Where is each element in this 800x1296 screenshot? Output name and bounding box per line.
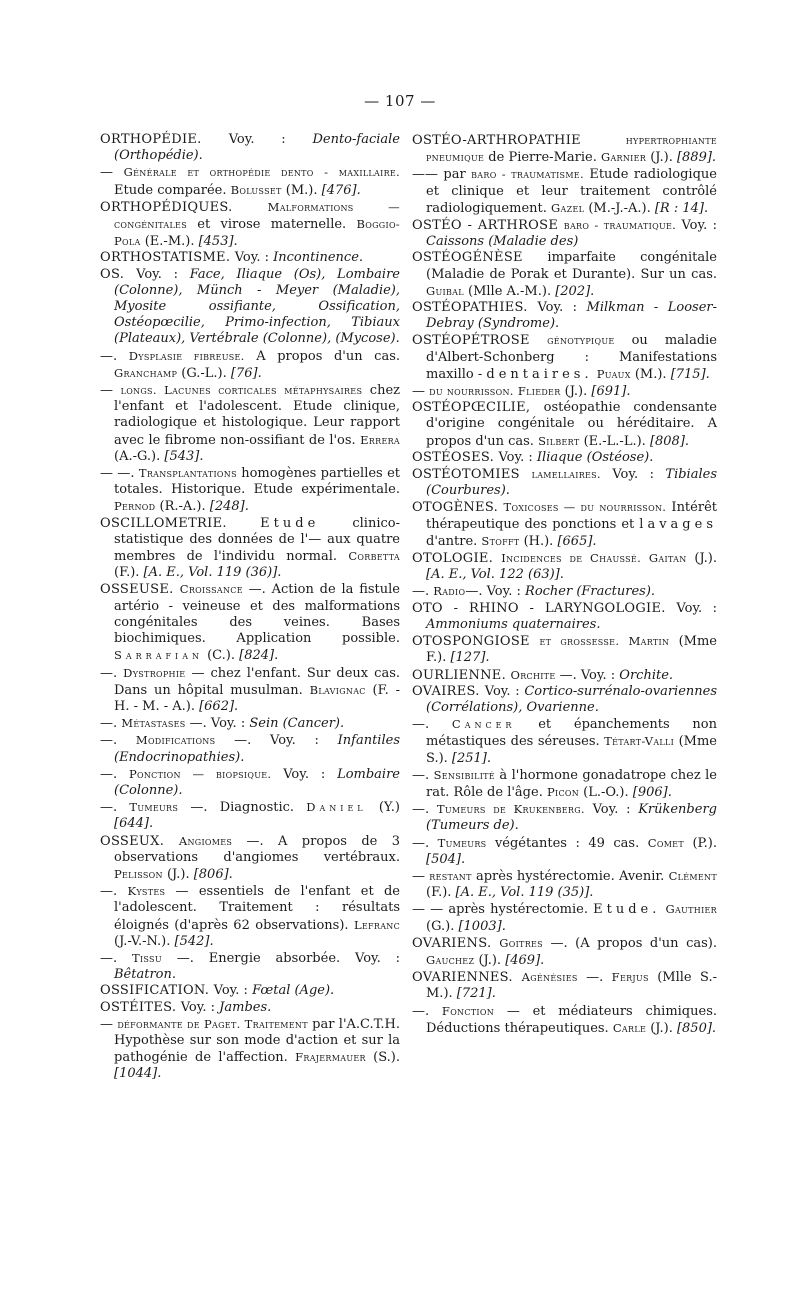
entry-text: Cortico-surrénalo-ovariennes (Corrélations), Ovarienne. bbox=[426, 683, 717, 715]
entry-text: Etude bbox=[260, 515, 320, 531]
entry-text: —. bbox=[100, 348, 129, 364]
entry-text: (F.). bbox=[114, 565, 144, 581]
entry-text: (J.-V.-N.). bbox=[114, 933, 175, 949]
entry-text: [1044]. bbox=[114, 1066, 162, 1082]
entry-text: (F.). bbox=[426, 885, 456, 901]
entry-text: Incidences de Chaussé. bbox=[501, 551, 642, 566]
entry-text: Stofft bbox=[481, 533, 520, 548]
index-entry bbox=[412, 550, 718, 583]
index-entry bbox=[412, 166, 717, 217]
entry-text: (J.). bbox=[686, 551, 718, 567]
entry-text: A propos d'un cas. bbox=[244, 348, 401, 364]
entry-text: —. (A propos d'un cas). bbox=[542, 935, 718, 951]
index-entry bbox=[412, 583, 717, 600]
entry-text: Flieder bbox=[517, 384, 561, 399]
index-entry bbox=[412, 449, 717, 466]
entry-text: Voy. : bbox=[537, 300, 587, 316]
entry-text: OTO - RHINO - LARYNGOLOGIE. bbox=[412, 600, 677, 616]
entry-text: Guibal bbox=[426, 283, 464, 298]
entry-text: [665]. bbox=[557, 533, 597, 549]
entry-text: Tumeurs bbox=[437, 835, 487, 850]
entry-text: — essentiels de l'enfant et de l'adolescent. Traitement : résultats éloignés (d'après 62 observations). bbox=[114, 884, 400, 933]
entry-text: — bbox=[100, 165, 124, 181]
entry-text: OSTÉOPŒCILIE, bbox=[412, 400, 544, 416]
entry-text: Face, Iliaque (Os), Lombaire (Colonne), Münch - Meyer (Maladie), Myosite ossifiante, Ossification, Ostéopœcilie, Primo-infection, Tibiaux (Plateaux), Vertébrale (Colonne), (Mycose). bbox=[114, 266, 400, 347]
left-column bbox=[100, 132, 400, 1083]
entry-text: et épanchements non métastiques des séreuses. bbox=[426, 717, 717, 750]
entry-text: OVAIRES. bbox=[412, 683, 485, 699]
entry-text: Tissu bbox=[131, 950, 162, 965]
entry-text: Cancer bbox=[451, 717, 516, 732]
entry-text: [76]. bbox=[230, 365, 262, 381]
entry-text: et virose maternelle. bbox=[186, 217, 357, 233]
entry-text: OSTÉITES. bbox=[100, 999, 181, 1015]
entry-text: Pernod bbox=[114, 499, 156, 514]
entry-text: Lombaire (Colonne). bbox=[114, 766, 400, 798]
entry-text: Métastases bbox=[121, 716, 186, 731]
entry-text: (A.-G.). bbox=[114, 448, 165, 464]
entry-text: Infantiles (Endocrinopathies). bbox=[114, 733, 400, 765]
entry-text: (Mlle A.-M.). bbox=[463, 283, 556, 299]
entry-text: (E.-L.-L.). bbox=[579, 433, 650, 449]
entry-text: Sensibilité bbox=[433, 767, 495, 782]
entry-text: [542]. bbox=[174, 933, 214, 949]
entry-text: Bêtatron. bbox=[114, 967, 176, 983]
entry-text: Jambes. bbox=[219, 999, 272, 1015]
index-entry bbox=[100, 999, 400, 1016]
entry-text: Dysplasie fibreuse. bbox=[128, 348, 245, 363]
entry-text: Etude. bbox=[593, 902, 661, 918]
entry-text: [453]. bbox=[198, 234, 238, 250]
entry-text: Tumeurs de Krukenberg. bbox=[436, 802, 585, 817]
index-entry bbox=[100, 199, 400, 251]
entry-text: de Pierre-Marie. bbox=[484, 150, 601, 166]
index-entry bbox=[412, 835, 717, 868]
entry-text: Fœtal (Age). bbox=[252, 983, 335, 999]
entry-text: Voy. : bbox=[180, 999, 220, 1015]
index-entry bbox=[100, 164, 400, 198]
index-entry bbox=[100, 983, 400, 999]
entry-text: Gaitan bbox=[648, 551, 687, 566]
index-entry bbox=[100, 348, 401, 382]
entry-text: Dento-faciale (Orthopédie). bbox=[114, 132, 400, 164]
entry-text: OSTÉO - ARTHROSE bbox=[412, 218, 564, 234]
entry-text: restant bbox=[429, 868, 472, 883]
entry-text: baro - traumatique. bbox=[563, 218, 677, 233]
entry-text bbox=[619, 634, 628, 649]
entry-text: (Mme F.). bbox=[426, 634, 718, 666]
page-number: — 107 — bbox=[364, 92, 436, 110]
index-entry bbox=[412, 499, 717, 550]
entry-text: Ponction — biopsique. bbox=[128, 766, 272, 781]
entry-text: Générale et orthopédie dento - maxillaire. bbox=[123, 165, 400, 180]
entry-text: Picon bbox=[546, 784, 580, 799]
entry-text: — — après hystérectomie. bbox=[412, 902, 594, 918]
entry-text: Rocher (Fractures). bbox=[525, 584, 656, 600]
entry-text: (J.). bbox=[474, 952, 506, 968]
entry-text: lavages bbox=[639, 516, 717, 532]
index-entry bbox=[412, 667, 717, 684]
entry-text: — bbox=[412, 868, 430, 884]
index-entry bbox=[100, 132, 400, 164]
entry-text: OVARIENS. bbox=[412, 935, 500, 951]
entry-text: Voy. : bbox=[676, 218, 717, 234]
entry-text: —. bbox=[100, 950, 132, 966]
entry-text: Iliaque (Ostéose). bbox=[536, 449, 654, 465]
entry-text: [889]. bbox=[676, 150, 717, 166]
entry-text: Ammoniums quaternaires. bbox=[426, 616, 601, 632]
entry-text: [251]. bbox=[451, 750, 492, 766]
entry-text: (P.). bbox=[683, 835, 717, 851]
entry-text: homogènes partielles et totales. Historique. Etude expérimentale. bbox=[114, 466, 400, 498]
entry-text: ORTHOPÉDIE. bbox=[100, 132, 229, 147]
entry-text: [543]. bbox=[164, 448, 204, 464]
entry-text: —. bbox=[100, 800, 130, 816]
entry-text: —. Voy. : bbox=[185, 716, 250, 732]
entry-text: ORTHOSTATISME. bbox=[100, 250, 235, 266]
entry-text: (Mlle S.-M.). bbox=[426, 970, 717, 1002]
entry-text: Gauthier bbox=[665, 902, 717, 917]
entry-text: longs. Lacunes corticales métaphysaires bbox=[120, 383, 363, 398]
entry-text: Malformations — congénitales bbox=[114, 199, 400, 232]
entry-text: [202]. bbox=[555, 283, 595, 299]
entry-text: Errera bbox=[360, 432, 400, 447]
entry-text: après hystérectomie. Avenir. bbox=[471, 868, 669, 884]
entry-text: Voy. : bbox=[584, 802, 639, 818]
entry-text: [A. E., Vol. 122 (63)]. bbox=[426, 567, 564, 583]
entry-text: —. Diagnostic. bbox=[178, 800, 307, 816]
entry-text: — —. bbox=[100, 466, 139, 482]
entry-text: —. bbox=[100, 716, 122, 732]
entry-text: Krükenberg (Tumeurs de). bbox=[426, 802, 717, 834]
entry-text: Silbert bbox=[538, 433, 580, 448]
entry-text: Angiomes bbox=[178, 833, 233, 848]
index-entry bbox=[412, 466, 717, 499]
entry-text: Toxicoses — du nourrisson. bbox=[503, 500, 667, 515]
entry-text: Caissons (Maladie des) bbox=[426, 234, 579, 250]
entry-text: —. bbox=[412, 835, 438, 851]
entry-text: imparfaite congénitale (Maladie de Porak et Durante). Sur un cas. bbox=[426, 250, 717, 282]
index-entry bbox=[100, 715, 400, 732]
entry-text: hypertrophiante pneumique bbox=[426, 133, 717, 165]
entry-text: du nourrisson. bbox=[429, 384, 514, 399]
entry-text: [715]. bbox=[670, 366, 710, 382]
entry-text: — bbox=[100, 383, 121, 399]
entry-text: (G.-L.). bbox=[177, 365, 231, 381]
entry-text: —. Action de la fistule artério - veineuse et des malformations congénitales des veines. Bases biochimiques. Application possible. bbox=[114, 582, 400, 647]
entry-text: Blavignac bbox=[309, 682, 366, 697]
entry-text: Voy. : bbox=[676, 600, 717, 616]
entry-text: (J.). bbox=[646, 1020, 677, 1036]
index-entry bbox=[412, 868, 717, 901]
entry-text: Granchamp bbox=[114, 365, 178, 380]
entry-text: (J.). bbox=[162, 866, 194, 882]
entry-text: OSSEUX. bbox=[100, 833, 179, 849]
entry-text: par l'A.C.T.H. Hypothèse sur son mode d'action et sur la pathogénie de l'affection. bbox=[114, 1016, 401, 1066]
entry-text: [662]. bbox=[199, 698, 239, 714]
entry-text: ORTHOPÉDIQUES. bbox=[100, 199, 268, 215]
entry-text: [691]. bbox=[591, 384, 631, 400]
index-entry bbox=[100, 766, 400, 799]
index-entry bbox=[412, 132, 717, 166]
entry-text: (C.). bbox=[202, 648, 240, 664]
entry-text: [721]. bbox=[456, 986, 496, 1002]
entry-text: OSSEUSE. bbox=[100, 582, 180, 598]
entry-text: Etude radiologique et clinique et leur traitement contrôlé radiologiquement. bbox=[426, 167, 717, 216]
index-entry bbox=[100, 581, 400, 664]
index-entry bbox=[412, 400, 717, 450]
right-column bbox=[412, 132, 717, 1037]
entry-text: Modifications bbox=[135, 733, 216, 748]
entry-text: — bbox=[100, 1016, 118, 1032]
entry-text: (L.-O.). bbox=[579, 784, 633, 800]
entry-text: Tétart-Valli bbox=[604, 734, 675, 749]
entry-text: [644]. bbox=[114, 816, 154, 832]
entry-text: (M.). bbox=[281, 182, 322, 198]
entry-text: Sein (Cancer). bbox=[249, 716, 345, 732]
entry-text: —— par bbox=[412, 167, 472, 183]
entry-text: (J.). bbox=[646, 150, 677, 166]
entry-text: [906]. bbox=[632, 784, 672, 800]
index-entry bbox=[100, 465, 400, 516]
entry-text: OSTÉO-ARTHROPATHIE bbox=[412, 133, 626, 148]
index-entry bbox=[412, 801, 717, 834]
index-entry bbox=[412, 901, 717, 934]
entry-text: Orchite bbox=[510, 667, 556, 682]
entry-text: OSTÉOPÉTROSE bbox=[412, 333, 548, 349]
entry-text: —. Voy. : bbox=[465, 584, 526, 600]
entry-text: (R.-A.). bbox=[155, 499, 210, 515]
entry-text: —. bbox=[412, 584, 434, 600]
entry-text: Garnier bbox=[600, 150, 647, 165]
entry-text: Voy. : bbox=[136, 266, 190, 282]
entry-text: (E.-M.). bbox=[140, 234, 199, 250]
entry-text: Gazel bbox=[551, 200, 585, 215]
entry-text: (J.). bbox=[560, 384, 592, 400]
entry-text: (M.-J.-A.). bbox=[584, 200, 655, 216]
entry-text: Croissance bbox=[179, 582, 243, 597]
entry-text: [850]. bbox=[676, 1020, 717, 1036]
entry-text: Incontinence. bbox=[273, 250, 364, 266]
entry-text: Tibiales (Courbures). bbox=[426, 467, 717, 499]
entry-text: [127]. bbox=[450, 650, 490, 666]
entry-text: Etude comparée. bbox=[114, 182, 231, 198]
entry-text: OSTÉOTOMIES bbox=[412, 467, 532, 483]
entry-text: OS. bbox=[100, 266, 137, 282]
index-entry bbox=[412, 332, 717, 383]
index-entry bbox=[100, 515, 400, 582]
entry-text: Agénésies bbox=[521, 970, 578, 985]
entry-text: Voy. : bbox=[600, 467, 666, 483]
entry-text: Sarrafian bbox=[114, 648, 203, 663]
index-entry bbox=[412, 600, 717, 633]
entry-text: [808]. bbox=[649, 433, 690, 449]
entry-text: Clément bbox=[668, 868, 717, 883]
entry-text: Radio bbox=[433, 584, 466, 599]
entry-text: OSTÉOSES. bbox=[412, 449, 499, 465]
index-entry bbox=[100, 732, 400, 765]
entry-text: (M.). bbox=[630, 366, 671, 382]
entry-text: — et médiateurs chimiques. Déductions thérapeutiques. bbox=[426, 1003, 717, 1036]
entry-text: OURLIENNE. bbox=[412, 667, 511, 683]
entry-text: Voy. : bbox=[228, 132, 313, 147]
entry-text: — bbox=[412, 384, 430, 400]
entry-text: Frajermauer bbox=[295, 1050, 366, 1065]
index-entry bbox=[412, 767, 718, 801]
entry-text: (F. - H. - M. - A.). bbox=[114, 682, 400, 714]
entry-text: clinico-statistique des données de l'— aux quatre membres de l'individu normal. bbox=[114, 515, 400, 565]
entry-text: et grossesse. bbox=[539, 634, 620, 649]
entry-text: [824]. bbox=[239, 648, 279, 664]
index-entry bbox=[412, 300, 718, 332]
entry-text: Puaux bbox=[596, 366, 631, 381]
entry-text: [1003]. bbox=[458, 918, 506, 934]
index-entry bbox=[412, 969, 717, 1002]
index-entry bbox=[412, 935, 718, 969]
entry-text: Transplantations bbox=[138, 466, 237, 481]
entry-text: [A. E., Vol. 119 (36)]. bbox=[143, 565, 282, 581]
index-entry bbox=[412, 1003, 717, 1037]
entry-text: Pelisson bbox=[114, 866, 163, 881]
entry-text: Dystrophie bbox=[123, 665, 186, 680]
entry-text: Kystes bbox=[127, 884, 166, 899]
entry-text: OSSIFICATION. bbox=[100, 983, 214, 999]
entry-text: ou maladie d'Albert-Schonberg : Manifestations maxillo - bbox=[426, 333, 717, 382]
entry-text: Comet bbox=[647, 835, 684, 850]
index-entry bbox=[100, 833, 400, 884]
entry-text: Milkman - Looser-Debray (Syndrome). bbox=[426, 300, 718, 332]
entry-text: végétantes : 49 cas. bbox=[486, 835, 648, 851]
entry-text: Bolusset bbox=[230, 182, 282, 197]
entry-text: Orchite. bbox=[619, 667, 674, 683]
entry-text: Carle bbox=[612, 1020, 647, 1035]
index-entry bbox=[100, 266, 400, 348]
entry-text: Goitres bbox=[499, 935, 543, 950]
entry-text: —. bbox=[412, 1003, 442, 1019]
entry-text: [469]. bbox=[505, 952, 545, 968]
index-entry bbox=[100, 883, 400, 950]
entry-text: Voy. : bbox=[484, 683, 525, 699]
entry-text: OSTÉOPATHIES. bbox=[412, 300, 538, 316]
entry-text: [248]. bbox=[209, 499, 249, 515]
entry-text: —. bbox=[100, 766, 129, 782]
entry-text: lamellaires. bbox=[531, 467, 601, 482]
index-entry bbox=[100, 950, 400, 983]
entry-text: OSTÉOGÉNÈSE bbox=[412, 250, 548, 266]
entry-text: [R : 14]. bbox=[654, 200, 709, 216]
entry-text: Boggio-Pola bbox=[114, 217, 400, 249]
entry-text: (Y.) bbox=[366, 800, 400, 816]
entry-text: —. bbox=[412, 802, 437, 818]
entry-text: OTOSPONGIOSE bbox=[412, 634, 540, 650]
entry-text bbox=[641, 551, 649, 566]
entry-text: déformante de Paget. Traitement bbox=[117, 1016, 308, 1031]
index-entry bbox=[100, 665, 400, 716]
entry-text: Ferjus bbox=[611, 970, 649, 985]
entry-text: — chez l'enfant. Sur deux cas. Dans un hôpital musulman. bbox=[114, 665, 400, 698]
entry-text: (S.). bbox=[365, 1050, 400, 1066]
entry-text: à l'hormone gonadatrope chez le rat. Rôle de l'âge. bbox=[426, 767, 718, 800]
index-entry bbox=[412, 217, 717, 250]
entry-text: génotypique bbox=[547, 333, 615, 348]
entry-text: —. bbox=[100, 665, 124, 681]
entry-text: [A. E., Vol. 119 (35)]. bbox=[455, 885, 594, 901]
entry-text: [806]. bbox=[193, 866, 233, 882]
entry-text: [504]. bbox=[426, 851, 466, 867]
entry-text: Martin bbox=[628, 634, 670, 649]
entry-text: baro - traumatisme. bbox=[471, 167, 584, 182]
entry-text: —. bbox=[577, 970, 612, 986]
index-entry bbox=[412, 683, 717, 716]
entry-text: (H.). bbox=[519, 533, 558, 549]
index-entry bbox=[100, 1016, 401, 1083]
entry-text: Tumeurs bbox=[129, 800, 179, 815]
index-entry bbox=[412, 633, 718, 666]
index-entry bbox=[412, 383, 717, 400]
entry-text: dentaires. bbox=[486, 366, 593, 382]
index-entry bbox=[100, 382, 400, 465]
index-entry bbox=[412, 716, 717, 767]
entry-text: (Mme S.). bbox=[426, 734, 717, 766]
index-entry bbox=[412, 250, 717, 300]
entry-text: Lefranc bbox=[353, 917, 400, 932]
entry-text: Voy. : bbox=[234, 250, 274, 266]
entry-text: Gauchez bbox=[426, 952, 475, 967]
entry-text: [476]. bbox=[321, 182, 361, 198]
entry-text: Voy. : bbox=[213, 983, 253, 999]
entry-text: —. bbox=[412, 717, 452, 733]
entry-text: Intérêt thérapeutique des ponctions et bbox=[426, 500, 717, 532]
entry-text: —. bbox=[100, 884, 128, 900]
entry-text: (G.). bbox=[426, 918, 459, 934]
entry-text: —. Energie absorbée. Voy. : bbox=[161, 950, 400, 966]
entry-text: —. bbox=[100, 733, 136, 749]
entry-text: Corbetta bbox=[348, 549, 400, 564]
entry-text: OVARIENNES. bbox=[412, 970, 522, 986]
entry-text: d'antre. bbox=[426, 533, 482, 549]
entry-text: Fonction bbox=[441, 1003, 495, 1018]
entry-text: Voy. : bbox=[271, 766, 338, 782]
entry-text: —. Voy. : bbox=[215, 733, 338, 749]
entry-text: OSCILLOMETRIE. bbox=[100, 515, 261, 531]
entry-text: —. A propos de 3 observations d'angiomes vertébraux. bbox=[114, 833, 400, 865]
entry-text: chez l'enfant et l'adolescent. Etude clinique, radiologique et histologique. Leur rapport avec le fibrome non-ossifiant de l'os. bbox=[114, 383, 400, 448]
entry-text: —. Voy. : bbox=[555, 667, 620, 683]
entry-text: OTOGÈNES. bbox=[412, 500, 504, 516]
entry-text: ostéopathie condensante d'origine congénitale ou héréditaire. A propos d'un cas. bbox=[426, 400, 717, 449]
entry-text: Voy. : bbox=[498, 449, 537, 465]
entry-text: Daniel bbox=[306, 800, 367, 815]
index-entry bbox=[100, 250, 400, 266]
entry-text: —. bbox=[412, 767, 434, 783]
entry-text: OTOLOGIE. bbox=[412, 551, 502, 567]
index-entry bbox=[100, 799, 400, 832]
